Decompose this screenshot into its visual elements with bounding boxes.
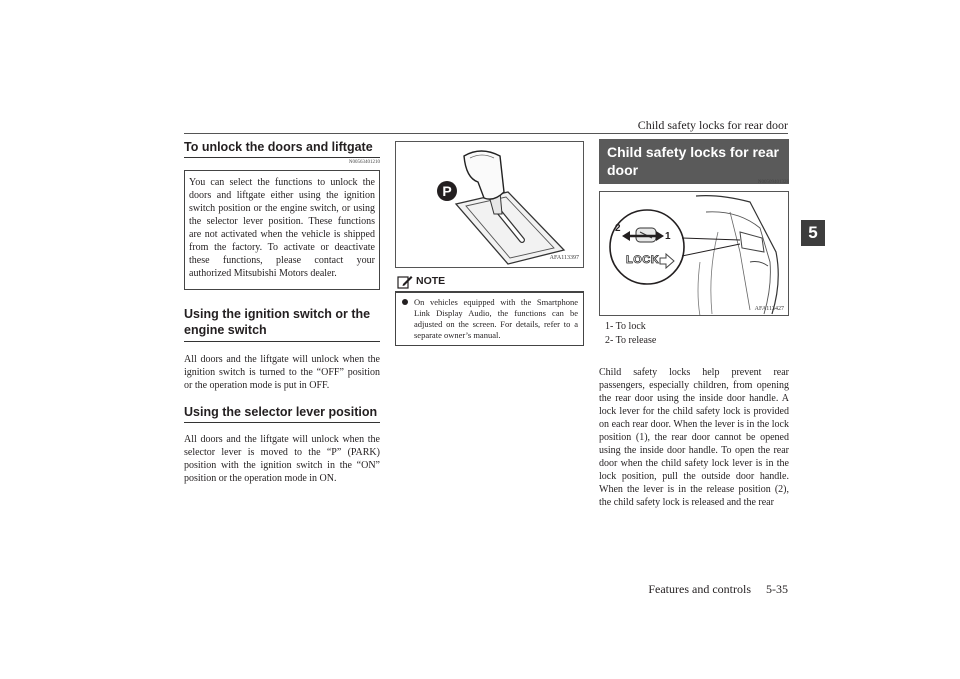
chapter-tab: 5 bbox=[801, 220, 825, 246]
legend-item-release: 2- To release bbox=[605, 335, 657, 346]
section-heading-unlock: To unlock the doors and liftgate bbox=[184, 140, 373, 154]
section-heading-child-locks: Child safety locks for rear door bbox=[599, 139, 789, 184]
sub-heading-selector: Using the selector lever position bbox=[184, 405, 378, 419]
selector-lever-figure bbox=[395, 141, 584, 268]
bullet-icon bbox=[402, 299, 408, 305]
running-header: Child safety locks for rear door bbox=[637, 118, 788, 132]
selector-paragraph: All doors and the liftgate will unlock when the selector lever is moved to the “P” (PARK) position with the ignition switch in the “ON” position or the operation mode in ON. bbox=[184, 434, 380, 484]
figure-code: AFA113397 bbox=[549, 255, 579, 261]
figure-label-2: 2 bbox=[615, 223, 621, 234]
figure-label-1: 1 bbox=[665, 231, 671, 242]
child-lock-figure bbox=[599, 191, 789, 316]
figure-code: AFA113427 bbox=[754, 306, 784, 312]
section-code: N00563401210 bbox=[348, 160, 380, 165]
figure-legend bbox=[605, 320, 785, 348]
child-lock-paragraph: Child safety locks help prevent rear passengers, especially children, from opening the rear door using the inside door handle. A lock lever for the child safety lock is provided on each rear door. When the lever is in the lock position (1), the rear door cannot be opened using the inside door handle. To open the rear door when the child safety lock lever is in the lock position, pull the outside door handle. When the lever is in the release position (2), the child safety lock is released and the rear bbox=[599, 367, 789, 508]
note-pencil-icon bbox=[397, 275, 413, 289]
section-code: N00509401328 bbox=[757, 180, 789, 185]
heading-rule bbox=[184, 157, 380, 158]
park-label: P bbox=[442, 183, 452, 199]
note-header bbox=[395, 274, 584, 290]
selector-lever-illustration bbox=[396, 142, 584, 268]
heading-rule bbox=[184, 341, 380, 342]
header-rule bbox=[184, 133, 788, 134]
note-box bbox=[395, 292, 584, 346]
heading-rule bbox=[184, 422, 380, 423]
ignition-paragraph: All doors and the liftgate will unlock when the ignition switch is turned to the “OFF” position or the operation mode is put in OFF. bbox=[184, 354, 380, 391]
lock-label: LOCK bbox=[626, 254, 660, 266]
sub-heading-ignition: Using the ignition switch or the engine switch bbox=[184, 307, 371, 337]
note-text: On vehicles equipped with the Smartphone Link Display Audio, the functions can be adjusted on the screen. For details, refer to a separate owner’s manual. bbox=[414, 297, 578, 340]
note-label: NOTE bbox=[416, 275, 446, 287]
intro-box: You can select the functions to unlock the doors and liftgate either using the ignition switch position or the engine switch, or using the selector lever position. These functions are not activated when the vehicle is shipped from the factory. To activate or deactivate these functions, please contact your authorized Mitsubishi Motors dealer. bbox=[184, 170, 380, 290]
legend-item-lock: 1- To lock bbox=[605, 321, 646, 332]
page-footer: Features and controls 5-35 bbox=[648, 582, 788, 596]
